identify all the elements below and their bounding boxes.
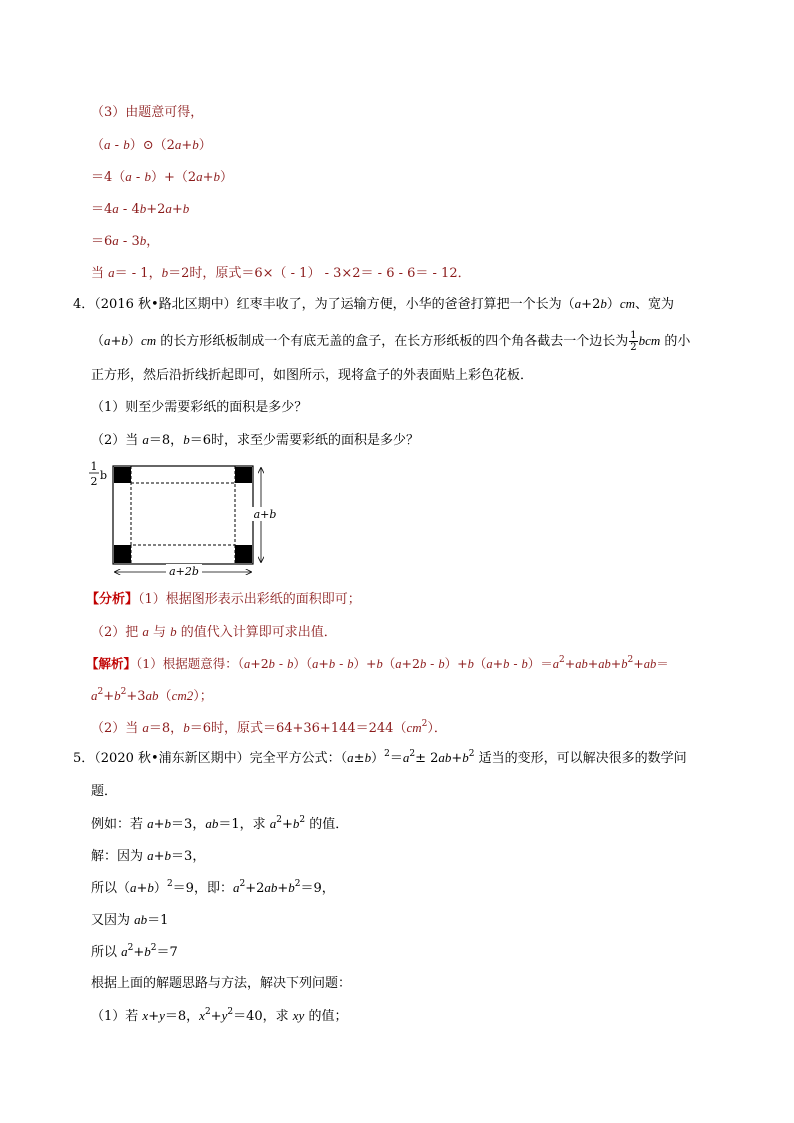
svg-text:1: 1 xyxy=(90,460,98,473)
solution-3-step-1: ＝4（a - b）+（2a+b） xyxy=(91,169,234,185)
question-5-line-2: 题． xyxy=(91,784,118,799)
width-dimension-label: a+b xyxy=(253,508,277,521)
question-5-solution-2: 所以$(a+b)^2=9$，即：$a^2+2ab+b^2=9$， xyxy=(91,879,335,896)
question-5-solution-4: 所以 $a^2+b^2=7$ xyxy=(91,943,178,960)
question-5-solution-1: 解：因为 a+b＝3， xyxy=(91,848,206,864)
solution-line-3: （2）当 a＝8，b＝6时，原式$=64+36+144=244(cm^2)$． xyxy=(91,719,447,736)
question-4-line-3: 正方形，然后沿折线折起即可，如图所示，现将盒子的外表面贴上彩色花板． xyxy=(91,368,534,383)
question-5-part-1: （1）若 x+y＝8，$x^2+y^2=40$，求 xy 的值； xyxy=(91,1007,348,1024)
analysis-line-1: 【分析】（1）根据图形表示出彩纸的面积即可； xyxy=(86,592,361,607)
svg-text:2: 2 xyxy=(90,475,98,488)
fraction-one-half: $\frac{1}{2}$ xyxy=(630,330,637,353)
solution-3-step-2: ＝4a - 4b+2a+b xyxy=(91,201,190,217)
question-5-line-1: 5．（2020 秋•浦东新区期中）完全平方公式：$(a\pm b)^2=a^2\pm 2ab+b^2$ 适当的变形，可以解决很多的数学问 xyxy=(73,749,687,766)
fold-lines xyxy=(131,483,235,545)
solution-line-2: $a^2+b^2+3ab(cm2)$； xyxy=(91,687,213,704)
question-4-part-2: （2）当 a＝8，b＝6时，求至少需要彩纸的面积是多少？ xyxy=(91,432,419,448)
question-5-instruction: 根据上面的解题思路与方法，解决下列问题： xyxy=(91,976,352,991)
length-dimension-label: a+2b xyxy=(169,565,199,578)
box-net-figure xyxy=(84,458,284,583)
corner-square-top-right xyxy=(235,467,252,483)
question-4-part-1: （1）则至少需要彩纸的面积是多少？ xyxy=(91,400,308,415)
question-5-solution-3: 又因为 ab＝1 xyxy=(91,912,169,928)
question-4-line-2: （a+b）cm 的长方形纸板制成一个有底无盖的盒子，在长方形纸板的四个角各截去一个边长为 $\frac{1}{2}$ bcm 的小 xyxy=(91,330,691,353)
corner-square-bottom-right xyxy=(235,545,252,563)
solution-3-step-3: ＝6a - 3b， xyxy=(91,233,160,249)
svg-text:b: b xyxy=(100,469,108,482)
corner-square-bottom-left xyxy=(114,545,131,563)
question-4-line-1: 4．（2016 秋•路北区期中）红枣丰收了，为了运输方便，小华的爸爸打算把一个长为（a+2b）cm、宽为 xyxy=(73,296,675,312)
solution-3-intro: （3）由题意可得， xyxy=(91,105,204,120)
solution-3-expression: （a - b）⊙（2a+b） xyxy=(91,137,212,153)
question-5-example: 例如：若 a+b＝3，ab＝1，求 $a^2+b^2$ 的值． xyxy=(91,815,349,832)
solution-3-evaluation: 当 a＝ - 1，b＝2时，原式＝6×（ - 1） - 3×2＝ - 6 - 6＝ - 12． xyxy=(91,265,471,281)
corner-square-top-left xyxy=(114,467,131,483)
solution-line-1: 【解析】（1）根据题意得：$(a+2b - b)(a+b - b)+b(a+2b - b)+b(a+b - b)=a^2+ab+ab+b^2+ab=$ xyxy=(86,655,669,671)
cardboard-rectangle xyxy=(113,466,253,564)
analysis-line-2: （2）把 a 与 b 的值代入计算即可求出值． xyxy=(91,624,337,640)
corner-size-label xyxy=(89,460,107,488)
